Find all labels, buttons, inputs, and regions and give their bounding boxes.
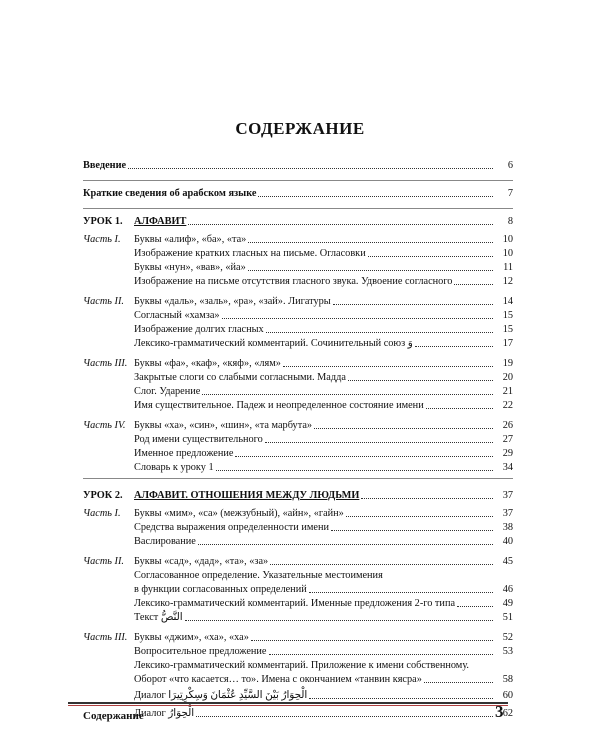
toc-entry-label: Часть IV. <box>83 420 126 431</box>
toc-entry <box>83 260 513 274</box>
toc-entry-title: Изображение кратких гласных на письме. Огласовки <box>134 248 366 259</box>
toc-entry-title: Краткие сведения об арабском языке <box>83 188 257 199</box>
dot-leader <box>283 366 493 367</box>
toc-entry <box>83 398 513 412</box>
toc-entry-page: 15 <box>502 324 513 335</box>
toc-entry-page: 60 <box>502 690 513 701</box>
toc-entry <box>83 308 513 322</box>
toc-entry-title: Буквы «даль», «заль», «ра», «зай». Лигатуры <box>134 296 331 307</box>
toc-entry-title: Именное предложение <box>134 448 234 459</box>
toc-entry-page: 29 <box>502 448 513 459</box>
toc-entry <box>83 582 513 596</box>
toc-entry-title: Диалог الْحِوَارُ <box>134 708 195 719</box>
toc-entry-page: 15 <box>502 310 513 321</box>
dot-leader <box>309 698 493 699</box>
toc-entry-page: 37 <box>502 490 513 501</box>
dot-leader <box>248 270 493 271</box>
toc-entry-label: Часть III. <box>83 632 128 643</box>
toc-entry <box>83 446 513 460</box>
dot-leader <box>309 592 493 593</box>
toc-entry-title: Буквы «фа», «каф», «кяф», «лям» <box>134 358 281 369</box>
toc-entry-title: Закрытые слоги со слабыми согласными. Мадда <box>134 372 346 383</box>
toc-entry <box>83 610 513 624</box>
toc-entry <box>83 418 513 432</box>
toc-entry-title: Текст النَّصُّ <box>134 612 183 623</box>
dot-leader <box>128 168 493 169</box>
toc-entry-page: 10 <box>502 248 513 259</box>
dot-leader <box>368 256 493 257</box>
toc-entry <box>83 672 513 686</box>
toc-entry <box>83 214 513 228</box>
toc-entry <box>83 554 513 568</box>
toc-entry-page: 19 <box>502 358 513 369</box>
divider <box>83 208 513 209</box>
toc-entry-title: Слог. Ударение <box>134 386 201 397</box>
toc-entry-title: Словарь к уроку 1 <box>134 462 214 473</box>
toc-entry-page: 7 <box>507 188 513 199</box>
toc-entry-title: Диалог الْحِوَارُ بَيْنَ السَّيِّدِ عُثْمَانَ وَسِكْرِتِيرَا <box>134 690 308 701</box>
toc-entry-page: 34 <box>502 462 513 473</box>
dot-leader <box>269 654 494 655</box>
toc-entry <box>83 232 513 246</box>
toc-entry-title: Согласный «хамза» <box>134 310 220 321</box>
dot-leader <box>248 242 493 243</box>
toc-entry-label: Часть I. <box>83 508 121 519</box>
toc-entry-page: 12 <box>502 276 513 287</box>
toc-entry-page: 49 <box>502 598 513 609</box>
toc-entry-page: 14 <box>502 296 513 307</box>
toc-entry-title: Буквы «джим», «ха», «ха» <box>134 632 249 643</box>
dot-leader <box>346 516 493 517</box>
dot-leader <box>361 498 493 499</box>
dot-leader <box>266 332 493 333</box>
dot-leader <box>185 620 493 621</box>
dot-leader <box>270 564 493 565</box>
toc-entry-page: 10 <box>502 234 513 245</box>
toc-entry-title: АЛФАВИТ <box>134 216 187 227</box>
divider <box>83 478 513 479</box>
dot-leader <box>196 716 493 717</box>
toc-entry-title: АЛФАВИТ. ОТНОШЕНИЯ МЕЖДУ ЛЮДЬМИ <box>134 490 360 501</box>
footer-divider-accent <box>68 705 508 706</box>
toc-entry-title: Имя существительное. Падеж и неопределенное состояние имени <box>134 400 424 411</box>
footer-divider <box>68 702 508 704</box>
dot-leader <box>202 394 493 395</box>
dot-leader <box>314 428 493 429</box>
footer-title: Содержание <box>83 710 144 722</box>
toc-entry <box>83 432 513 446</box>
toc-entry-page: 20 <box>502 372 513 383</box>
toc-entry-label: Часть III. <box>83 358 128 369</box>
toc-entry-title: Средства выражения определенности имени <box>134 522 329 533</box>
dot-leader <box>415 346 493 347</box>
toc-entry-title: Буквы «алиф», «ба», «та» <box>134 234 247 245</box>
toc-entry <box>83 534 513 548</box>
toc-entry-page: 11 <box>503 262 513 273</box>
toc-entry-title: Лексико-грамматический комментарий. Именные предложения 2-го типа <box>134 598 456 609</box>
dot-leader <box>333 304 493 305</box>
toc-entry-title: Буквы «мим», «са» (межзубный), «айн», «гайн» <box>134 508 344 519</box>
toc-entry-page: 62 <box>502 708 513 719</box>
toc-entry-page: 6 <box>507 160 513 171</box>
dot-leader <box>198 544 493 545</box>
toc-entry-label: Часть II. <box>83 556 124 567</box>
dot-leader <box>331 530 493 531</box>
toc-entry <box>83 688 513 702</box>
toc-entry-page: 52 <box>502 632 513 643</box>
dot-leader <box>222 318 493 319</box>
toc-entry <box>83 460 513 474</box>
toc-entry-page: 26 <box>502 420 513 431</box>
toc-entry-page: 51 <box>502 612 513 623</box>
dot-leader <box>188 224 493 225</box>
toc-entry <box>83 322 513 336</box>
dot-leader <box>265 442 493 443</box>
dot-leader <box>258 196 493 197</box>
toc-entry <box>83 630 513 644</box>
toc-entry-page: 37 <box>502 508 513 519</box>
toc-entry <box>83 356 513 370</box>
toc-entry <box>83 706 513 720</box>
toc-entry-title: Буквы «сад», «дад», «та», «за» <box>134 556 269 567</box>
toc-entry <box>83 506 513 520</box>
page-number: 3 <box>495 702 504 721</box>
toc-entry <box>83 568 513 582</box>
toc-entry-title: Оборот «что касается… то». Имена с окончанием «танвин кясра» <box>134 674 422 685</box>
toc-entry <box>83 644 513 658</box>
toc-entry <box>83 384 513 398</box>
toc-entry <box>83 336 513 350</box>
toc-entry-page: 8 <box>507 216 513 227</box>
toc-entry <box>83 246 513 260</box>
toc-entry-label: УРОК 1. <box>83 216 123 227</box>
toc-entry <box>83 294 513 308</box>
toc-entry-page: 38 <box>502 522 513 533</box>
dot-leader <box>251 640 493 641</box>
dot-leader <box>216 470 493 471</box>
toc-entry-title: Изображение долгих гласных <box>134 324 264 335</box>
toc-entry-page: 53 <box>502 646 513 657</box>
toc-entry-label: Часть II. <box>83 296 124 307</box>
toc-entry-page: 22 <box>502 400 513 411</box>
toc-entry-title: Буквы «нун», «вав», «йа» <box>134 262 246 273</box>
dot-leader <box>426 408 493 409</box>
toc-entry-title: Род имени существительного <box>134 434 263 445</box>
toc-entry <box>83 488 513 502</box>
toc-entry-page: 40 <box>502 536 513 547</box>
toc-entry <box>83 520 513 534</box>
toc-entry-title: Лексико-грамматический комментарий. Приложение к имени собственному. <box>134 660 470 671</box>
dot-leader <box>235 456 493 457</box>
toc-entry-page: 27 <box>502 434 513 445</box>
toc-entry-title: Введение <box>83 160 127 171</box>
toc-entry-label: Часть I. <box>83 234 121 245</box>
toc-entry-title: Согласованное определение. Указательные местоимения <box>134 570 383 581</box>
toc-entry-page: 46 <box>502 584 513 595</box>
toc-entry <box>83 596 513 610</box>
dot-leader <box>424 682 493 683</box>
toc-entry <box>83 274 513 288</box>
toc-entry <box>83 658 513 672</box>
toc-entry-title: в функции согласованных определений <box>134 584 307 595</box>
toc-entry-page: 17 <box>502 338 513 349</box>
toc-entry <box>83 186 513 200</box>
toc-entry-title: Лексико-грамматический комментарий. Сочинительный союз وَ <box>134 338 413 349</box>
toc-entry-title: Васлирование <box>134 536 196 547</box>
dot-leader <box>454 284 493 285</box>
toc-entry-title: Изображение на письме отсутствия гласного звука. Удвоение согласного <box>134 276 453 287</box>
toc-entry <box>83 370 513 384</box>
dot-leader <box>348 380 493 381</box>
toc-entry-page: 21 <box>502 386 513 397</box>
dot-leader <box>457 606 493 607</box>
toc-entry-page: 58 <box>502 674 513 685</box>
toc-entry-page: 45 <box>502 556 513 567</box>
toc-entry <box>83 158 513 172</box>
toc-entry-title: Вопросительное предложение <box>134 646 267 657</box>
toc-entry-label: УРОК 2. <box>83 490 123 501</box>
divider <box>83 180 513 181</box>
page-title: СОДЕРЖАНИЕ <box>235 119 365 138</box>
toc-entry-title: Буквы «ха», «син», «шин», «та марбута» <box>134 420 313 431</box>
